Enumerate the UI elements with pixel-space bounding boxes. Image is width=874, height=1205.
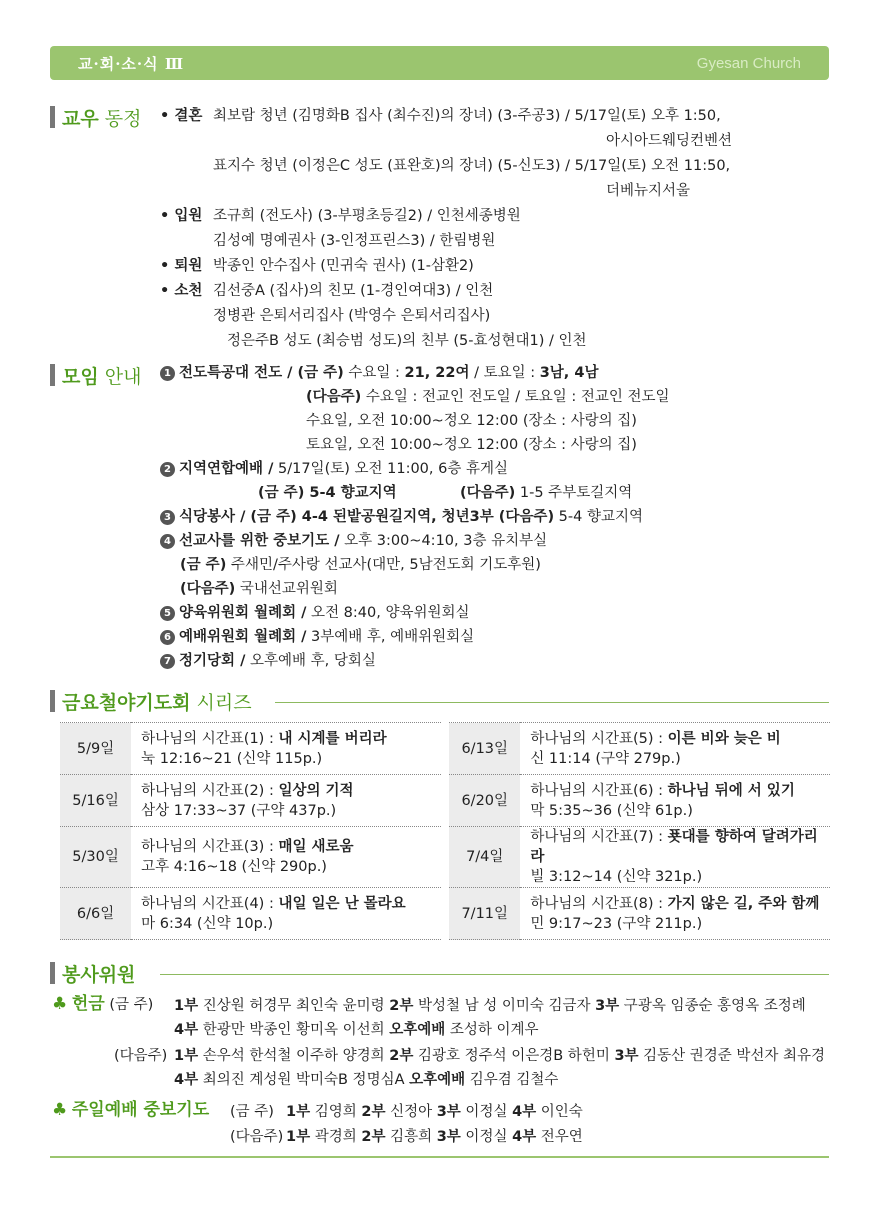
hospital-2: 김성예 명예권사 (3-인정프린스3) / 한림병원 [213, 233, 496, 249]
meeting-1-time-wed: 수요일, 오전 10:00~정오 12:00 (장소 : 사랑의 집) [306, 413, 637, 429]
meeting-6: 6 예배위원회 월례회 / 3부예배 후, 예배위원회실 [160, 627, 474, 647]
series-table [60, 722, 830, 940]
table-row [60, 723, 830, 775]
number-badge: 3 [160, 510, 175, 525]
death-2: 정병관 은퇴서리집사 (박영수 은퇴서리집사) [213, 308, 491, 324]
wedding-2-venue: 더베뉴지서울 [606, 183, 691, 199]
number-badge: 6 [160, 630, 175, 645]
series-date: 7/11일 [449, 888, 520, 940]
table-row [60, 888, 830, 940]
series-sermon: 하나님의 시간표(1) : 내 시계를 버리라 눅 12:16~21 (신약 115p.) [131, 723, 441, 775]
number-badge: 1 [160, 366, 175, 381]
meeting-4-this: (금 주) 주새민/주사랑 선교사(대만, 5남전도회 기도후원) [180, 557, 541, 573]
series-sermon: 하나님의 시간표(5) : 이른 비와 늦은 비 신 11:14 (구약 279p.) [520, 723, 830, 775]
meeting-1-time-sat: 토요일, 오전 10:00~정오 12:00 (장소 : 사랑의 집) [306, 437, 637, 453]
section-marker [50, 690, 55, 712]
discharge-label: • 퇴원 [160, 258, 203, 274]
meeting-4-next: (다음주) 국내선교위원회 [180, 581, 338, 597]
series-date: 6/6일 [60, 888, 131, 940]
series-date: 5/9일 [60, 723, 131, 775]
section-divider [275, 702, 829, 703]
table-row [60, 775, 830, 827]
news-title: 교우 동정 [62, 108, 142, 130]
meeting-5: 5 양육위원회 월례회 / 오전 8:40, 양육위원회실 [160, 603, 470, 623]
offering-heading: ♣ 헌금 (금 주) [52, 994, 154, 1014]
death-3: 정은주B 성도 (최승범 성도)의 친부 (5-효성현대1) / 인천 [227, 333, 587, 349]
offering-this-row-1: 1부 진상원 허경무 최인숙 윤미령 2부 박성철 남 성 이미숙 김금자 3부 구광옥 임종순 홍영옥 조정례 [174, 998, 806, 1014]
meeting-4: 4 선교사를 위한 중보기도 / 오후 3:00~4:10, 3층 유치부실 [160, 531, 547, 551]
prayer-heading: ♣ 주일예배 중보기도 [52, 1100, 210, 1120]
offering-this-row-2: 4부 한광만 박종인 황미옥 이선희 오후예배 조성하 이계우 [174, 1022, 539, 1038]
church-name: Gyesan Church [696, 55, 801, 72]
column-gap [441, 827, 449, 888]
series-date: 5/16일 [60, 775, 131, 827]
number-badge: 7 [160, 654, 175, 669]
death-label: • 소천 [160, 283, 203, 299]
series-sermon: 하나님의 시간표(6) : 하나님 뒤에 서 있기 막 5:35~36 (신약 61p.) [520, 775, 830, 827]
section-label: 교·회·소·식 Ⅲ [78, 55, 185, 73]
club-icon: ♣ [52, 1100, 68, 1120]
meeting-3: 3 식당봉사 / (금 주) 4-4 된밭공원길지역, 청년3부 (다음주) 5-4 향교지역 [160, 507, 643, 527]
offering-next-row-2: 4부 최의진 계성원 박미숙B 정명심A 오후예배 김우겸 김철수 [174, 1072, 559, 1088]
section-divider [160, 974, 829, 975]
prayer-next-row: 1부 곽경희 2부 김흥희 3부 이정실 4부 전우연 [286, 1129, 583, 1145]
number-badge: 2 [160, 462, 175, 477]
offering-next-label: (다음주) [114, 1048, 168, 1064]
club-icon: ♣ [52, 994, 68, 1014]
number-badge: 4 [160, 534, 175, 549]
meetings-title: 모임 안내 [62, 366, 142, 388]
series-sermon: 하나님의 시간표(7) : 푯대를 향하여 달려가리라 빌 3:12~14 (신약 321p.) [520, 827, 830, 888]
series-date: 6/13일 [449, 723, 520, 775]
column-gap [441, 775, 449, 827]
hospital-1: 조규희 (전도사) (3-부평초등길2) / 인천세종병원 [213, 208, 521, 224]
series-date: 6/20일 [449, 775, 520, 827]
meeting-1: 1 전도특공대 전도 / (금 주) 수요일 : 21, 22여 / 토요일 : 3남, 4남 [160, 363, 598, 383]
number-badge: 5 [160, 606, 175, 621]
bottom-divider [50, 1156, 829, 1158]
section-marker [50, 962, 55, 984]
series-date: 7/4일 [449, 827, 520, 888]
table-row [60, 827, 830, 888]
header-banner [50, 46, 829, 80]
prayer-next-label: (다음주) [230, 1129, 284, 1145]
meeting-1-next: (다음주) 수요일 : 전교인 전도일 / 토요일 : 전교인 전도일 [306, 389, 670, 405]
wedding-label: • 결혼 [160, 108, 203, 124]
section-marker [50, 106, 55, 128]
meeting-7: 7 정기당회 / 오후예배 후, 당회실 [160, 651, 376, 671]
section-marker [50, 364, 55, 386]
series-sermon: 하나님의 시간표(2) : 일상의 기적 삼상 17:33~37 (구약 437p.) [131, 775, 441, 827]
wedding-2: 표지수 청년 (이정은C 성도 (표완호)의 장녀) (5-신도3) / 5/17일(토) 오전 11:50, [213, 158, 731, 174]
offering-next-row-1: 1부 손우석 한석철 이주하 양경희 2부 김광호 정주석 이은경B 하헌미 3부 김동산 권경준 박선자 최유경 [174, 1048, 826, 1064]
meeting-2-this: (금 주) 5-4 향교지역 [258, 485, 397, 501]
wedding-1: 최보람 청년 (김명화B 집사 (최수진)의 장녀) (3-주공3) / 5/17일(토) 오후 1:50, [213, 108, 721, 124]
discharge-1: 박종인 안수집사 (민귀숙 권사) (1-삼환2) [213, 258, 474, 274]
wedding-1-venue: 아시아드웨딩컨벤션 [606, 133, 733, 149]
series-sermon: 하나님의 시간표(4) : 내일 일은 난 몰라요 마 6:34 (신약 10p.) [131, 888, 441, 940]
meeting-2-next: (다음주) 1-5 주부토길지역 [460, 485, 633, 501]
series-sermon: 하나님의 시간표(8) : 가지 않은 길, 주와 함께 민 9:17~23 (구약 211p.) [520, 888, 830, 940]
prayer-this-row: 1부 김영희 2부 신정아 3부 이정실 4부 이인숙 [286, 1104, 583, 1120]
death-1: 김선중A (집사)의 친모 (1-경인여대3) / 인천 [213, 283, 494, 299]
series-title: 금요철야기도회 시리즈 [62, 692, 252, 714]
volunteers-title: 봉사위원 [62, 964, 136, 986]
series-sermon: 하나님의 시간표(3) : 매일 새로움 고후 4:16~18 (신약 290p.) [131, 827, 441, 888]
hospital-label: • 입원 [160, 208, 203, 224]
series-date: 5/30일 [60, 827, 131, 888]
prayer-this-label: (금 주) [230, 1104, 274, 1120]
column-gap [441, 723, 449, 775]
meeting-2: 2 지역연합예배 / 5/17일(토) 오전 11:00, 6층 휴게실 [160, 459, 508, 479]
column-gap [441, 888, 449, 940]
